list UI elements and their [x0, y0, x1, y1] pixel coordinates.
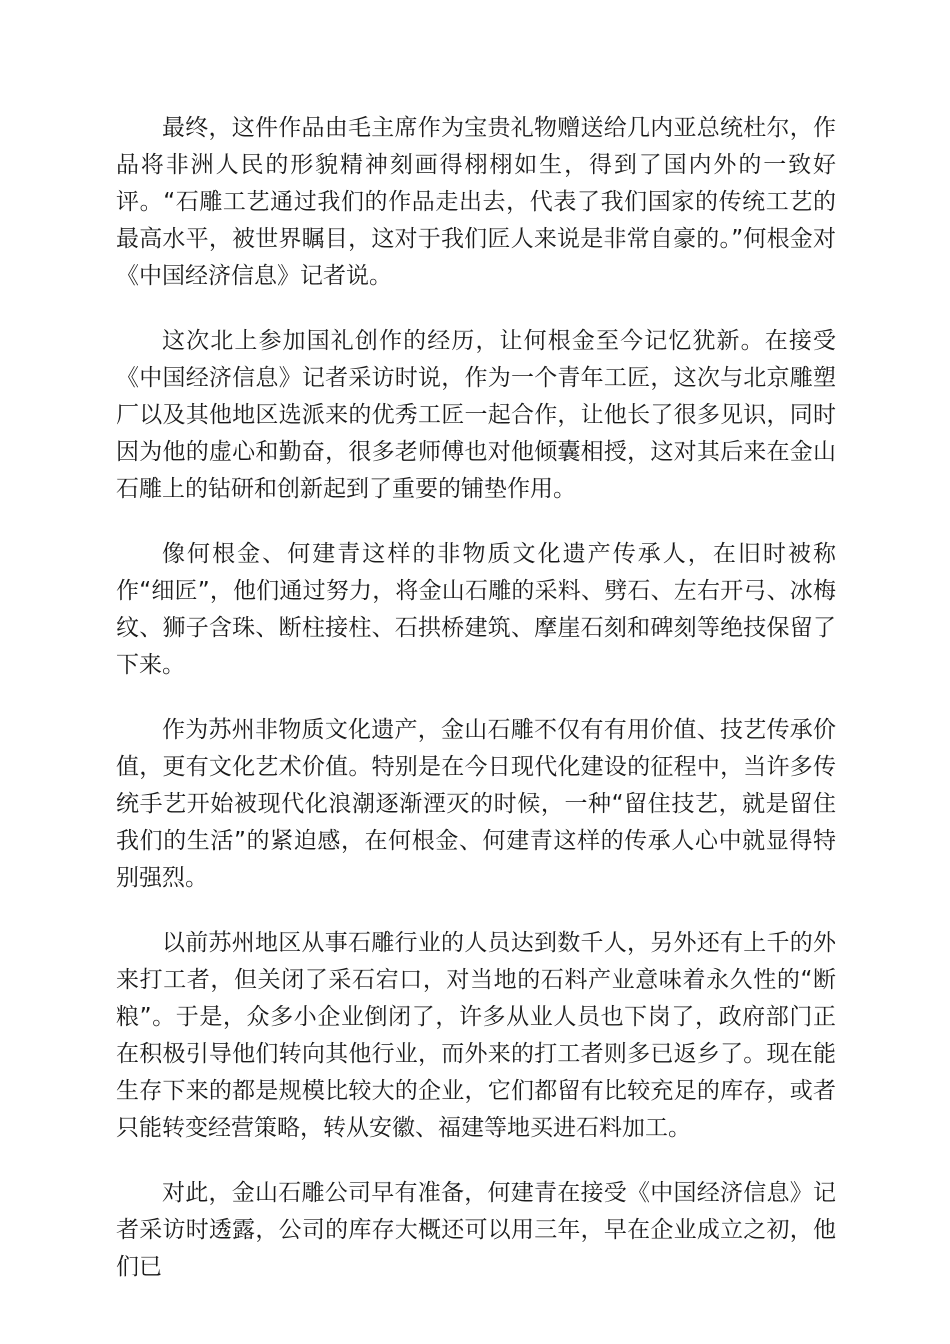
- paragraph-6: 对此，金山石雕公司早有准备，何建青在接受《中国经济信息》记者采访时透露，公司的库存大概还可以用三年，早在企业成立之初，他们已: [116, 1180, 836, 1280]
- paragraph-3: 像何根金、何建青这样的非物质文化遗产传承人，在旧时被称作“细匠”，他们通过努力，将金山石雕的采料、劈石、左右开弓、冰梅纹、狮子含珠、断柱接柱、石拱桥建筑、摩崖石刻和碑刻等绝技保留了下来。: [116, 541, 836, 678]
- article-body: [116, 110, 836, 1314]
- paragraph-4: 作为苏州非物质文化遗产，金山石雕不仅有有用价值、技艺传承价值，更有文化艺术价值。特别是在今日现代化建设的征程中，当许多传统手艺开始被现代化浪潮逐渐湮灭的时候，一种“留住技艺，就是留住我们的生活”的紧迫感，在何根金、何建青这样的传承人心中就显得特别强烈。: [116, 717, 836, 891]
- paragraph-2: 这次北上参加国礼创作的经历，让何根金至今记忆犹新。在接受《中国经济信息》记者采访时说，作为一个青年工匠，这次与北京雕塑厂以及其他地区选派来的优秀工匠一起合作，让他长了很多见识，同时因为他的虚心和勤奋，很多老师傅也对他倾囊相授，这对其后来在金山石雕上的钻研和创新起到了重要的铺垫作用。: [116, 328, 836, 502]
- paragraph-5: 以前苏州地区从事石雕行业的人员达到数千人，另外还有上千的外来打工者，但关闭了采石宕口，对当地的石料产业意味着永久性的“断粮”。于是，众多小企业倒闭了，许多从业人员也下岗了，政府部门正在积极引导他们转向其他行业，而外来的打工者则多已返乡了。现在能生存下来的都是规模比较大的企业，它们都留有比较充足的库存，或者只能转变经营策略，转从安徽、福建等地买进石料加工。: [116, 930, 836, 1141]
- paragraph-1: 最终，这件作品由毛主席作为宝贵礼物赠送给几内亚总统杜尔，作品将非洲人民的形貌精神刻画得栩栩如生，得到了国内外的一致好评。“石雕工艺通过我们的作品走出去，代表了我们国家的传统工艺的最高水平，被世界瞩目，这对于我们匠人来说是非常自豪的。”何根金对《中国经济信息》记者说。: [116, 115, 836, 289]
